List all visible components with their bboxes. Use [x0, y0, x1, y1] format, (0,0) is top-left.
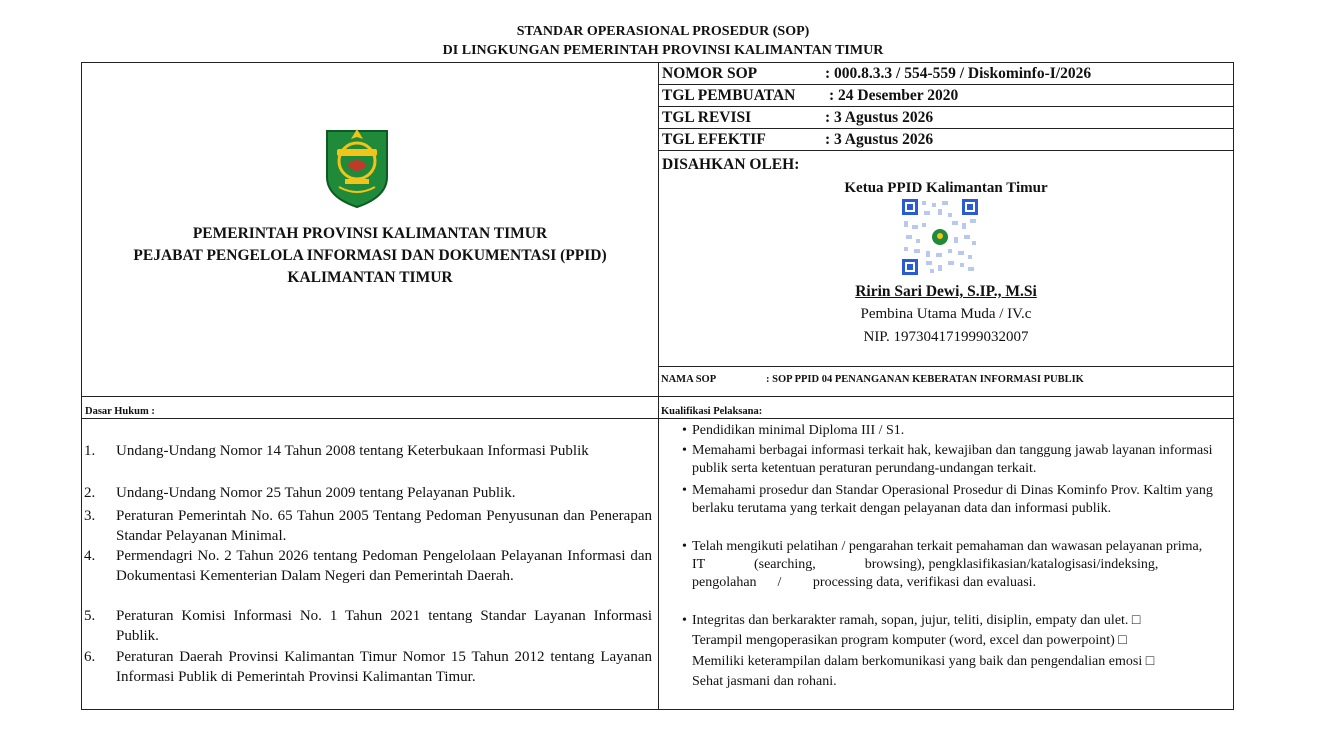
meta-label: NOMOR SOP	[662, 65, 758, 82]
meta-value: : 3 Agustus 2026	[825, 131, 934, 148]
column-divider	[658, 63, 659, 709]
meta-row-tgl-efektif	[659, 129, 1233, 151]
row-divider	[82, 418, 1233, 419]
bullet: •	[682, 443, 687, 458]
meta-value: : 000.8.3.3 / 554-559 / Diskominfo-I/2026	[825, 65, 1092, 82]
qualifications-label: Kualifikasi Pelaksana:	[661, 406, 763, 417]
item-number: 6.	[84, 649, 96, 665]
bullet: •	[682, 423, 687, 438]
meta-label: TGL REVISI	[662, 109, 752, 126]
row-divider	[82, 396, 1233, 397]
item-text: Permendagri No. 2 Tahun 2026 tentang Pedoman Pengelolaan Pelayanan Informasi dan Dokumentasi Kementerian Dalam Negeri dan Pemerintah Daerah.	[116, 548, 652, 584]
sop-table	[81, 62, 1252, 710]
item-text: Peraturan Daerah Provinsi Kalimantan Timur Nomor 15 Tahun 2012 tentang Layanan Informasi Publik di Pemerintah Provinsi Kalimantan Timur.	[116, 649, 652, 685]
qualification-line: Memiliki keterampilan dalam berkomunikasi yang baik dan pengendalian emosi □	[692, 654, 1155, 669]
meta-value: : 24 Desember 2020	[829, 87, 959, 104]
item-text: Peraturan Pemerintah No. 65 Tahun 2005 Tentang Pedoman Penyusunan dan Penerapan Standar Pelayanan Minimal.	[116, 508, 652, 544]
qualification-line: Sehat jasmani dan rohani.	[692, 674, 837, 689]
qr-code-signature	[902, 199, 978, 275]
meta-row-tgl-pembuatan	[659, 85, 1233, 107]
approver-name: Ririn Sari Dewi, S.IP., M.Si	[855, 283, 1037, 300]
item-number: 3.	[84, 508, 96, 524]
approver-rank: Pembina Utama Muda / IV.c	[860, 306, 1032, 322]
sop-name-value: : SOP PPID 04 PENANGANAN KEBERATAN INFORMASI PUBLIK	[766, 374, 1084, 385]
item-number: 2.	[84, 485, 96, 501]
row-divider	[658, 366, 1233, 367]
document-subtitle: DI LINGKUNGAN PEMERINTAH PROVINSI KALIMANTAN TIMUR	[442, 43, 884, 58]
item-text: Integritas dan berkarakter ramah, sopan, jujur, teliti, disiplin, empaty dan ulet. □	[692, 613, 1141, 628]
meta-label: TGL EFEKTIF	[662, 131, 766, 148]
org-name-line3: KALIMANTAN TIMUR	[287, 269, 453, 286]
org-name-line2: PEJABAT PENGELOLA INFORMASI DAN DOKUMENTASI (PPID)	[133, 247, 607, 264]
qualification-line: Terampil mengoperasikan program komputer (word, excel dan powerpoint) □	[692, 633, 1127, 648]
kaltim-emblem-logo	[323, 127, 391, 209]
item-text: Telah mengikuti pelatihan / pengarahan terkait pemahaman dan wawasan pelayanan prima, IT (searching, browsing), pengklasifikasian/katalogisasi/indeksing, pengolahan / processing data, verifikasi dan evaluasi.	[692, 539, 1252, 590]
item-number: 4.	[84, 548, 96, 564]
document-title: STANDAR OPERASIONAL PROSEDUR (SOP)	[516, 24, 810, 39]
item-text: Memahami prosedur dan Standar Operasional Prosedur di Dinas Kominfo Prov. Kaltim yang berlaku terutama yang terkait dengan pelayanan data dan informasi publik.	[692, 483, 1213, 516]
bullet: •	[682, 539, 687, 554]
legal-basis-label: Dasar Hukum :	[85, 406, 155, 417]
item-number: 1.	[84, 443, 96, 459]
bullet: •	[682, 613, 687, 628]
bullet: •	[682, 483, 687, 498]
approver-nip: NIP. 197304171999032007	[863, 329, 1029, 345]
approver-title: Ketua PPID Kalimantan Timur	[844, 180, 1048, 196]
item-text: Undang-Undang Nomor 25 Tahun 2009 tentang Pelayanan Publik.	[116, 485, 516, 501]
approval-label: DISAHKAN OLEH:	[662, 156, 800, 173]
meta-value: : 3 Agustus 2026	[825, 109, 934, 126]
item-text: Peraturan Komisi Informasi No. 1 Tahun 2021 tentang Standar Layanan Informasi Publik.	[116, 608, 652, 644]
meta-label: TGL PEMBUATAN	[662, 87, 796, 104]
meta-row-nomor-sop	[659, 63, 1233, 85]
org-name-line1: PEMERINTAH PROVINSI KALIMANTAN TIMUR	[192, 225, 548, 242]
sop-name-label: NAMA SOP	[661, 374, 717, 385]
meta-row-tgl-revisi	[659, 107, 1233, 129]
item-text: Undang-Undang Nomor 14 Tahun 2008 tentang Keterbukaan Informasi Publik	[116, 443, 589, 459]
item-text: Memahami berbagai informasi terkait hak, kewajiban dan tanggung jawab layanan informasi publik serta ketentuan peraturan perundang-undangan terkait.	[692, 443, 1213, 476]
item-number: 5.	[84, 608, 96, 624]
item-text: Pendidikan minimal Diploma III / S1.	[692, 423, 905, 438]
